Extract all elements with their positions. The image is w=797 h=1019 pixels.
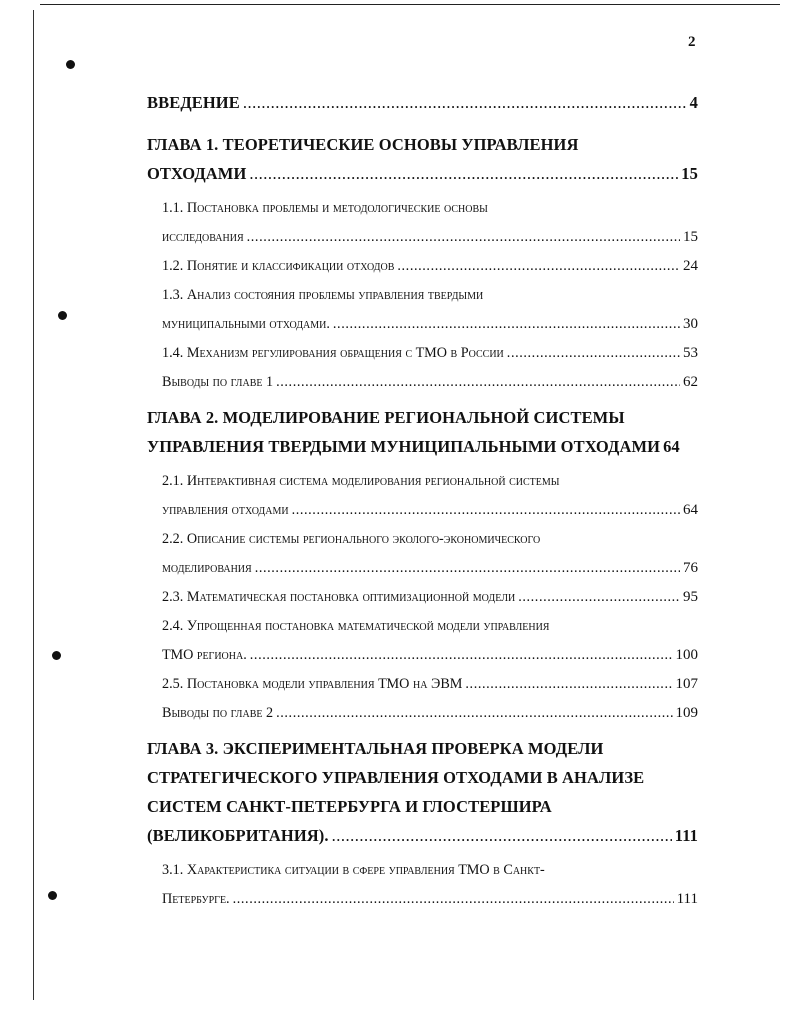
toc-title: ВВЕДЕНИЕ (147, 93, 240, 112)
toc-title-line: (ВЕЛИКОБРИТАНИЯ). (147, 826, 329, 845)
toc-entry-chapter-1[interactable] (147, 130, 698, 188)
top-edge-line (40, 4, 780, 5)
punch-hole-mark (58, 311, 67, 320)
dot-leader (518, 583, 680, 612)
toc-title-line: 1.4. Механизм регулирования обращения с ТМО в России (162, 345, 504, 361)
dot-leader (250, 641, 673, 670)
toc-page-number: 53 (683, 345, 698, 361)
page-number: 2 (688, 34, 696, 50)
toc-entry-section-1-3[interactable] (162, 281, 698, 339)
dot-leader (292, 496, 680, 525)
toc-title-line: ТМО региона. (162, 647, 247, 663)
toc-entry-section-2-2[interactable] (162, 525, 698, 583)
toc-entry-section-2-3[interactable] (162, 583, 698, 612)
toc-page-number: 76 (683, 560, 698, 576)
toc-entry-intro[interactable] (147, 88, 698, 117)
toc-entry-section-1-4[interactable] (162, 339, 698, 368)
dot-leader (243, 88, 687, 117)
toc-page-number: 100 (675, 647, 698, 663)
dot-leader (255, 554, 680, 583)
toc-title-line: Выводы по главе 1 (162, 374, 274, 390)
toc-title-line: 1.3. Анализ состояния проблемы управления твердыми (162, 287, 484, 303)
toc-page-number: 24 (683, 258, 698, 274)
toc-page-number: 15 (681, 164, 698, 183)
toc-entry-section-3-1[interactable] (162, 856, 698, 914)
toc-title-line: 1.1. Постановка проблемы и методологические основы (162, 200, 488, 216)
toc-entry-chapter-3[interactable] (147, 734, 698, 850)
dot-leader (249, 159, 678, 188)
dot-leader (233, 885, 674, 914)
toc-entry-section-2-4[interactable] (162, 612, 698, 670)
toc-title-line: СИСТЕМ САНКТ-ПЕТЕРБУРГА И ГЛОСТЕРШИРА (147, 797, 552, 816)
toc-title-line: Петербурге. (162, 891, 230, 907)
dot-leader (247, 223, 680, 252)
punch-hole-mark (48, 891, 57, 900)
toc-title-line: 2.5. Постановка модели управления ТМО на ЭВМ (162, 676, 463, 692)
toc-page-number: 4 (689, 93, 698, 112)
dot-leader (465, 670, 672, 699)
table-of-contents (147, 88, 698, 914)
toc-entry-conclusions-2[interactable] (162, 699, 698, 728)
toc-title-line: СТРАТЕГИЧЕСКОГО УПРАВЛЕНИЯ ОТХОДАМИ В АНАЛИЗЕ (147, 768, 645, 787)
toc-title-line: УПРАВЛЕНИЯ ТВЕРДЫМИ МУНИЦИПАЛЬНЫМИ ОТХОДАМИ (147, 437, 661, 456)
toc-title-line: 2.4. Упрощенная постановка математической модели управления (162, 618, 550, 634)
punch-hole-mark (66, 60, 75, 69)
toc-title-line: ГЛАВА 1. ТЕОРЕТИЧЕСКИЕ ОСНОВЫ УПРАВЛЕНИЯ (147, 135, 579, 154)
toc-page-number: 64 (683, 502, 698, 518)
toc-title-line: ОТХОДАМИ (147, 164, 247, 183)
toc-title-line: 1.2. Понятие и классификации отходов (162, 258, 395, 274)
toc-entry-section-1-1[interactable] (162, 194, 698, 252)
toc-page-number: 95 (683, 589, 698, 605)
toc-entry-section-2-5[interactable] (162, 670, 698, 699)
toc-entry-conclusions-1[interactable] (162, 368, 698, 397)
toc-entry-section-2-1[interactable] (162, 467, 698, 525)
toc-title-line: исследования (162, 229, 244, 245)
toc-title-line: 3.1. Характеристика ситуации в сфере управления ТМО в Санкт- (162, 862, 545, 878)
toc-page-number: 15 (683, 229, 698, 245)
toc-title-line: муниципальными отходами. (162, 316, 330, 332)
toc-title-line: управления отходами (162, 502, 289, 518)
toc-page-number: 109 (675, 705, 698, 721)
toc-title-line: 2.1. Интерактивная система моделирования региональной системы (162, 473, 560, 489)
toc-page-number: 107 (675, 676, 698, 692)
toc-page-number: 30 (683, 316, 698, 332)
dot-leader (507, 339, 680, 368)
toc-title-line: Выводы по главе 2 (162, 705, 274, 721)
dot-leader (332, 821, 672, 850)
toc-page-number: 62 (683, 374, 698, 390)
toc-title-line: моделирования (162, 560, 252, 576)
toc-page-number: 111 (676, 891, 698, 907)
dot-leader (333, 310, 680, 339)
toc-page-number: 64 (663, 437, 680, 456)
punch-hole-mark (52, 651, 61, 660)
dot-leader (276, 368, 680, 397)
dot-leader (276, 699, 672, 728)
toc-entry-chapter-2[interactable] (147, 403, 698, 461)
toc-entry-section-1-2[interactable] (162, 252, 698, 281)
toc-title-line: 2.3. Математическая постановка оптимизационной модели (162, 589, 516, 605)
dot-leader (397, 252, 680, 281)
left-margin-line (33, 10, 34, 1000)
toc-title-line: ГЛАВА 3. ЭКСПЕРИМЕНТАЛЬНАЯ ПРОВЕРКА МОДЕЛИ (147, 739, 604, 758)
toc-title-line: 2.2. Описание системы регионального эколого-экономического (162, 531, 541, 547)
toc-page-number: 111 (674, 826, 698, 845)
toc-title-line: ГЛАВА 2. МОДЕЛИРОВАНИЕ РЕГИОНАЛЬНОЙ СИСТЕМЫ (147, 408, 625, 427)
